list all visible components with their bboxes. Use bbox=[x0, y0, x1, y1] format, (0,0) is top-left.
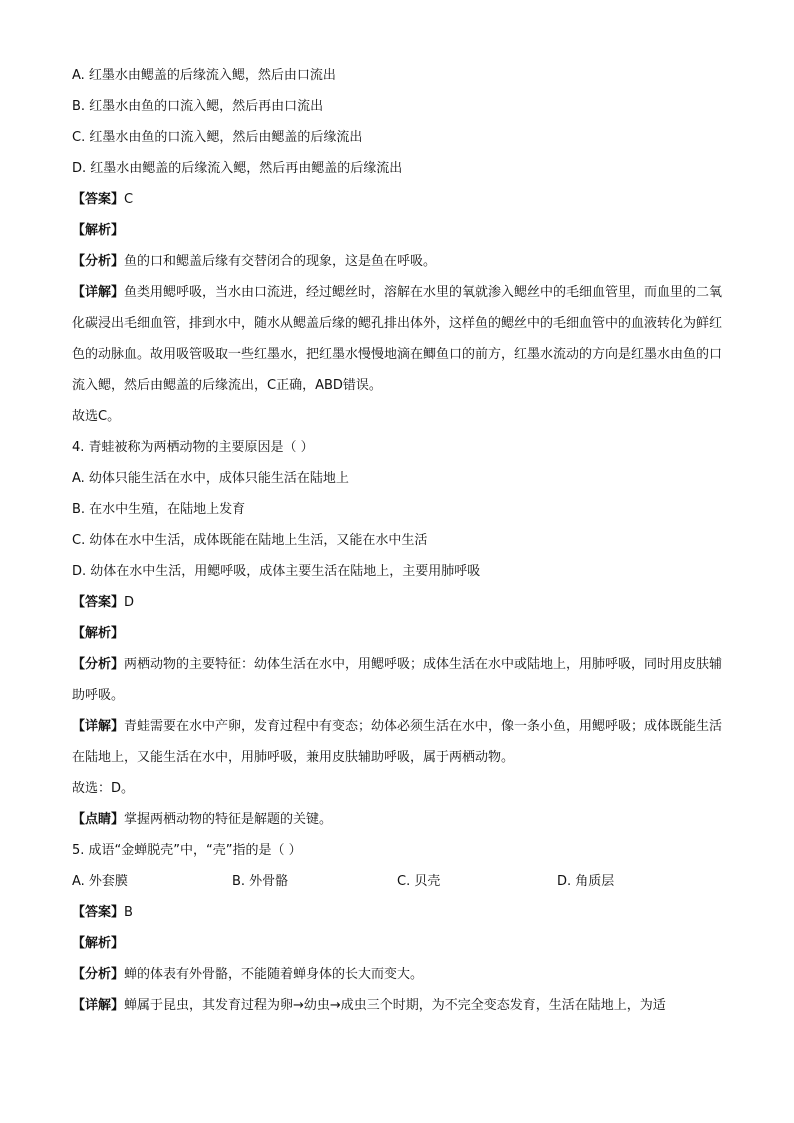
fenxi-tag: 【分析】 bbox=[72, 657, 125, 672]
fenxi-text: 两栖动物的主要特征：幼体生活在水中，用鳃呼吸；成体生活在水中或陆地上，用肺呼吸，同时用皮肤辅助呼吸。 bbox=[72, 657, 723, 703]
q3-option-c: C. 红墨水由鱼的口流入鳃，然后由鳃盖的后缘流出 bbox=[72, 130, 363, 145]
fenxi-text: 蝉的体表有外骨骼，不能随着蝉身体的长大而变大。 bbox=[124, 967, 424, 982]
q3-xiangjie bbox=[72, 277, 732, 401]
fenxi-text: 鱼的口和鳃盖后缘有交替闭合的现象，这是鱼在呼吸。 bbox=[124, 254, 437, 269]
q4-answer bbox=[72, 587, 732, 618]
q4-option-b: B. 在水中生殖，在陆地上发育 bbox=[72, 502, 246, 517]
q5-option-a: A. 外套膜 bbox=[72, 874, 128, 889]
q3-option-a: A. 红墨水由鳃盖的后缘流入鳃，然后由口流出 bbox=[72, 68, 336, 83]
dianjing-text: 掌握两栖动物的特征是解题的关键。 bbox=[124, 812, 333, 827]
answer-tag: 【答案】 bbox=[72, 595, 125, 610]
q5-stem: 5. 成语“金蝉脱壳”中，“壳”指的是（ ） bbox=[72, 843, 302, 858]
q3-conclusion: 故选C。 bbox=[72, 409, 121, 424]
q4-fenxi bbox=[72, 649, 732, 711]
q5-fenxi bbox=[72, 959, 732, 990]
xiangjie-text: 蝉属于昆虫，其发育过程为卵→幼虫→成虫三个时期，为不完全变态发育，生活在陆地上，为适 bbox=[124, 998, 666, 1013]
answer-value: D bbox=[124, 595, 135, 610]
q4-option-c: C. 幼体在水中生活，成体既能在陆地上生活，又能在水中生活 bbox=[72, 533, 428, 548]
xiangjie-tag: 【详解】 bbox=[72, 719, 125, 734]
q4-xiangjie bbox=[72, 711, 732, 773]
q5-answer bbox=[72, 897, 732, 928]
q5-jiexi: 【解析】 bbox=[72, 936, 125, 951]
q3-option-b: B. 红墨水由鱼的口流入鳃，然后再由口流出 bbox=[72, 99, 324, 114]
document-page bbox=[72, 60, 732, 1021]
q3-fenxi bbox=[72, 246, 732, 277]
q4-stem: 4. 青蛙被称为两栖动物的主要原因是（ ） bbox=[72, 440, 314, 455]
q4-option-a: A. 幼体只能生活在水中，成体只能生活在陆地上 bbox=[72, 471, 349, 486]
q3-jiexi: 【解析】 bbox=[72, 223, 125, 238]
answer-tag: 【答案】 bbox=[72, 905, 125, 920]
q5-option-d: D. 角质层 bbox=[557, 874, 615, 889]
q4-option-d: D. 幼体在水中生活，用鳃呼吸，成体主要生活在陆地上，主要用肺呼吸 bbox=[72, 564, 481, 579]
q5-xiangjie bbox=[72, 990, 732, 1021]
q5-option-b: B. 外骨骼 bbox=[232, 874, 289, 889]
fenxi-tag: 【分析】 bbox=[72, 254, 125, 269]
xiangjie-text: 鱼类用鳃呼吸，当水由口流进，经过鳃丝时，溶解在水里的氧就渗入鳃丝中的毛细血管里，而血里的二氧化碳浸出毛细血管，排到水中，随水从鳃盖后缘的鳃孔排出体外，这样鱼的鳃丝中的毛细血管中的血液转化为鲜红色的动脉血。故用吸管吸取一些红墨水，把红墨水慢慢地滴在鲫鱼口的前方，红墨水流动的方向是红墨水由鱼的口流入鳃，然后由鳃盖的后缘流出，C正确，ABD错误。 bbox=[72, 285, 723, 393]
q3-answer bbox=[72, 184, 732, 215]
q5-option-c: C. 贝壳 bbox=[397, 874, 441, 889]
dianjing-tag: 【点睛】 bbox=[72, 812, 125, 827]
q4-jiexi: 【解析】 bbox=[72, 626, 125, 641]
fenxi-tag: 【分析】 bbox=[72, 967, 125, 982]
q5-options bbox=[72, 866, 732, 897]
xiangjie-tag: 【详解】 bbox=[72, 285, 125, 300]
xiangjie-text: 青蛙需要在水中产卵，发育过程中有变态；幼体必须生活在水中，像一条小鱼，用鳃呼吸；成体既能生活在陆地上，又能生活在水中，用肺呼吸，兼用皮肤辅助呼吸，属于两栖动物。 bbox=[72, 719, 723, 765]
q4-dianjing bbox=[72, 804, 732, 835]
q3-option-d: D. 红墨水由鳃盖的后缘流入鳃，然后再由鳃盖的后缘流出 bbox=[72, 161, 403, 176]
xiangjie-tag: 【详解】 bbox=[72, 998, 125, 1013]
answer-tag: 【答案】 bbox=[72, 192, 125, 207]
q4-conclusion: 故选：D。 bbox=[72, 781, 135, 796]
answer-value: C bbox=[124, 192, 134, 207]
answer-value: B bbox=[124, 905, 133, 920]
